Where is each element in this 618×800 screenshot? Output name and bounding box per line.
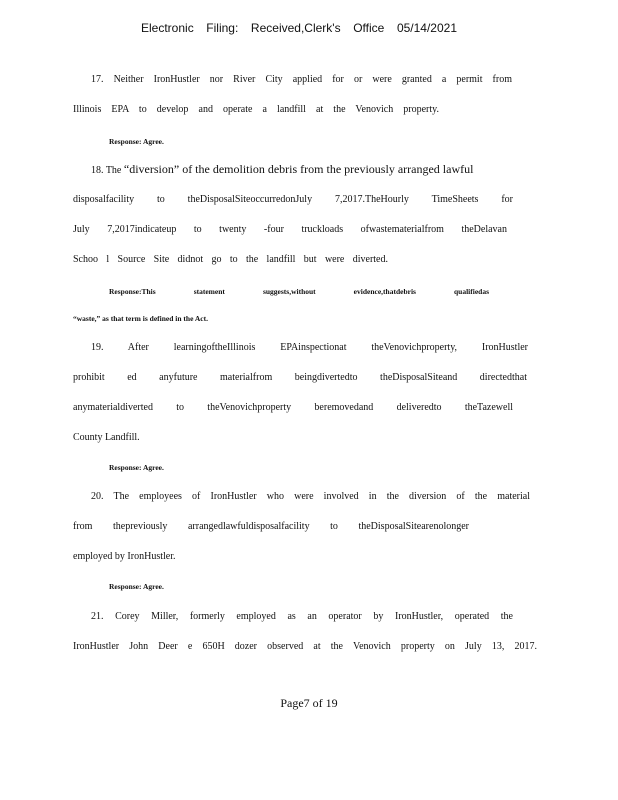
para-18-line-4: Schoo l Source Site didnot go to the landfill but were diverted. [73,254,388,265]
para-18-heading-text: “diversion” of the demolition debris from the previously arranged lawful [123,162,474,176]
para-20-line-3: employed by IronHustler. [73,551,176,562]
para-18-line-3: July 7,2017indicateup to twenty -four truckloads ofwastematerialfrom theDelavan [73,224,507,235]
para-17-line-2: Illinois EPA to develop and operate a landfill at the Venovich property. [73,104,439,115]
para-19-line-4: County Landfill. [73,432,140,443]
para-18-number: 18. The [91,165,124,176]
page-number: Page7 of 19 [280,696,338,710]
para-20-response: Response: Agree. [109,582,164,591]
para-20-line-1: 20. The employees of IronHustler who were involved in the diversion of the material [91,491,530,502]
para-20-line-2: from thepreviously arrangedlawfuldisposalfacility to theDisposalSitearenolonger [73,521,469,532]
para-18-response-line-2: “waste,” as that term is defined in the Act. [73,314,208,323]
para-17-response: Response: Agree. [109,137,164,146]
filing-header: Electronic Filing: Received,Clerk's Office 05/14/2021 [141,21,457,35]
para-18-line-1 [91,162,473,177]
para-21-line-1: 21. Corey Miller, formerly employed as an operator by IronHustler, operated the [91,611,513,622]
para-18-line-2: disposalfacility to theDisposalSiteoccurredonJuly 7,2017.TheHourly TimeSheets for [73,194,513,205]
para-19-line-2: prohibit ed anyfuture materialfrom beingdivertedto theDisposalSiteand directedthat [73,372,527,383]
para-21-line-2: IronHustler John Deer e 650H dozer observed at the Venovich property on July 13, 2017. [73,641,537,652]
para-19-line-3: anymaterialdiverted to theVenovichproperty beremovedand deliveredto theTazewell [73,402,513,413]
para-18-response-line-1: Response:This statement suggests,without evidence,thatdebris qualifiedas [109,287,489,296]
para-17-line-1: 17. Neither IronHustler nor River City applied for or were granted a permit from [91,74,512,85]
para-19-line-1: 19. After learningoftheIllinois EPAinspectionat theVenovichproperty, IronHustler [91,342,528,353]
para-19-response: Response: Agree. [109,463,164,472]
